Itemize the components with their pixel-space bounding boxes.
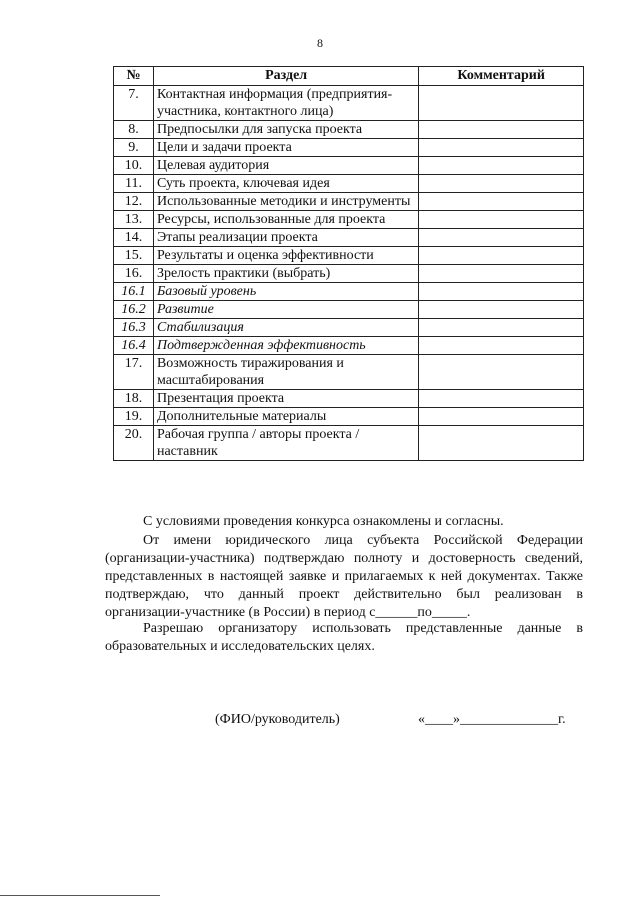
table-row <box>114 301 584 319</box>
table-body <box>114 86 584 461</box>
row-section: Стабилизация <box>153 319 418 337</box>
row-number: 7. <box>114 86 154 121</box>
table-row <box>114 175 584 193</box>
row-comment[interactable] <box>419 283 584 301</box>
row-number: 10. <box>114 157 154 175</box>
row-number: 16.3 <box>114 319 154 337</box>
agreement-paragraph: С условиями проведения конкурса ознакомлены и согласны. <box>143 514 504 529</box>
row-comment[interactable] <box>419 193 584 211</box>
row-number: 12. <box>114 193 154 211</box>
row-number: 20. <box>114 426 154 461</box>
row-comment[interactable] <box>419 121 584 139</box>
row-comment[interactable] <box>419 355 584 390</box>
row-section: Развитие <box>153 301 418 319</box>
table-row <box>114 355 584 390</box>
row-comment[interactable] <box>419 337 584 355</box>
table-row <box>114 265 584 283</box>
row-section: Базовый уровень <box>153 283 418 301</box>
row-number: 13. <box>114 211 154 229</box>
row-comment[interactable] <box>419 408 584 426</box>
table-row <box>114 193 584 211</box>
row-number: 18. <box>114 390 154 408</box>
row-number: 17. <box>114 355 154 390</box>
row-section: Возможность тиражирования и масштабирования <box>153 355 418 390</box>
row-comment[interactable] <box>419 157 584 175</box>
row-section: Результаты и оценка эффективности <box>153 247 418 265</box>
table-row <box>114 247 584 265</box>
row-number: 16.1 <box>114 283 154 301</box>
row-number: 9. <box>114 139 154 157</box>
row-section: Подтвержденная эффективность <box>153 337 418 355</box>
row-section: Предпосылки для запуска проекта <box>153 121 418 139</box>
table-row <box>114 211 584 229</box>
row-section: Дополнительные материалы <box>153 408 418 426</box>
row-section: Ресурсы, использованные для проекта <box>153 211 418 229</box>
row-number: 15. <box>114 247 154 265</box>
application-table <box>113 66 584 461</box>
row-comment[interactable] <box>419 175 584 193</box>
row-comment[interactable] <box>419 229 584 247</box>
row-section: Целевая аудитория <box>153 157 418 175</box>
row-comment[interactable] <box>419 86 584 121</box>
table-row <box>114 121 584 139</box>
permission-paragraph: Разрешаю организатору использовать представленные данные в образовательных и исследовательских целях. <box>105 621 583 654</box>
row-section: Зрелость практики (выбрать) <box>153 265 418 283</box>
row-number: 14. <box>114 229 154 247</box>
row-section: Контактная информация (предприятия-участника, контактного лица) <box>153 86 418 121</box>
row-section: Использованные методики и инструменты <box>153 193 418 211</box>
row-section: Рабочая группа / авторы проекта / наставник <box>153 426 418 461</box>
row-section: Цели и задачи проекта <box>153 139 418 157</box>
footer-divider <box>0 895 160 896</box>
row-section: Презентация проекта <box>153 390 418 408</box>
row-number: 11. <box>114 175 154 193</box>
row-comment[interactable] <box>419 139 584 157</box>
row-section: Суть проекта, ключевая идея <box>153 175 418 193</box>
table-row <box>114 408 584 426</box>
row-number: 16.2 <box>114 301 154 319</box>
row-comment[interactable] <box>419 211 584 229</box>
row-comment[interactable] <box>419 265 584 283</box>
table-row <box>114 390 584 408</box>
table-row <box>114 337 584 355</box>
row-comment[interactable] <box>419 426 584 461</box>
page-number: 8 <box>317 36 323 50</box>
table-header-row <box>114 67 584 86</box>
row-number: 16. <box>114 265 154 283</box>
row-comment[interactable] <box>419 319 584 337</box>
row-comment[interactable] <box>419 390 584 408</box>
table-row <box>114 283 584 301</box>
table-row <box>114 229 584 247</box>
table-row <box>114 139 584 157</box>
table-row <box>114 426 584 461</box>
row-section: Этапы реализации проекта <box>153 229 418 247</box>
row-number: 8. <box>114 121 154 139</box>
header-section: Раздел <box>153 67 418 86</box>
row-number: 16.4 <box>114 337 154 355</box>
signature-name-label: (ФИО/руководитель) <box>215 712 340 727</box>
signature-date-line: «____»______________г. <box>418 712 566 727</box>
header-comment: Комментарий <box>419 67 584 86</box>
row-comment[interactable] <box>419 301 584 319</box>
table-row <box>114 157 584 175</box>
header-number: № <box>114 67 154 86</box>
table-row <box>114 86 584 121</box>
row-comment[interactable] <box>419 247 584 265</box>
row-number: 19. <box>114 408 154 426</box>
table-row <box>114 319 584 337</box>
confirmation-paragraph: От имени юридического лица субъекта Российской Федерации (организации-участника) подтверждаю полноту и достоверность сведений, представленных в настоящей заявке и прилагаемых к ней документах. Также подтверждаю, что данный проект действительно был реализован в организации-участнике (в России) в период с______по_____. <box>105 533 583 620</box>
